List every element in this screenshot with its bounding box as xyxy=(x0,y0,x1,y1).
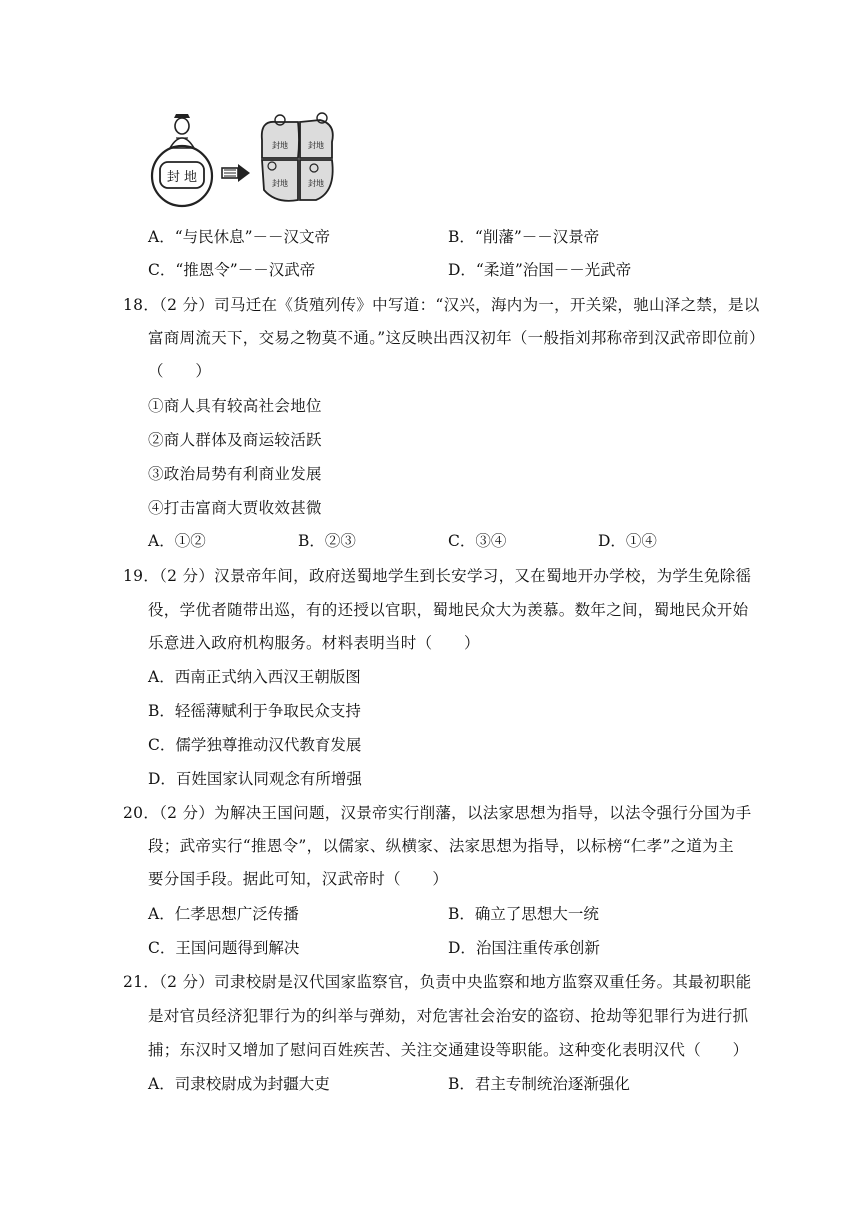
q18-item-4: ④打击富商大贾收效甚微 xyxy=(148,499,322,517)
q20-option-d: D．治国注重传承创新 xyxy=(448,939,600,957)
left-ruler-figure xyxy=(170,114,194,148)
q19-stem-line-3: 乐意进入政府机构服务。材料表明当时（ ） xyxy=(148,634,480,652)
q20-stem-line-2: 段；武帝实行“推恩令”，以儒家、纵横家、法家思想为指导，以标榜“仁孝”之道为主 xyxy=(148,837,734,855)
arrow-icon xyxy=(222,164,250,182)
q21-option-a: A．司隶校尉成为封疆大吏 xyxy=(148,1075,330,1093)
q17-option-c: C．“推恩令”－－汉武帝 xyxy=(148,261,316,279)
q18-option-c: C．③④ xyxy=(448,532,507,550)
q19-stem-line-1: 19．（2 分）汉景帝年间，政府送蜀地学生到长安学习，又在蜀地开办学校，为学生免除徭 xyxy=(123,567,752,585)
q21-option-b: B．君主专制统治逐渐强化 xyxy=(448,1075,630,1093)
q19-option-a: A．西南正式纳入西汉王朝版图 xyxy=(148,668,361,686)
q21-stem-line-3: 捕；东汉时又增加了慰问百姓疾苦、关注交通建设等职能。这种变化表明汉代（ ） xyxy=(148,1041,749,1059)
q18-stem-line-2: 富商周流天下，交易之物莫不通。”这反映出西汉初年（一般指刘邦称帝到汉武帝即位前） xyxy=(148,329,765,347)
q18-option-b: B．②③ xyxy=(298,532,356,550)
fief-label-1: 封地 xyxy=(272,141,288,150)
q20-option-a: A．仁孝思想广泛传播 xyxy=(148,905,299,923)
fief-division-illustration xyxy=(150,110,340,210)
q18-option-d: D．①④ xyxy=(598,532,657,550)
q20-stem-line-3: 要分国手段。据此可知，汉武帝时（ ） xyxy=(148,870,449,888)
q18-item-2: ②商人群体及商运较活跃 xyxy=(148,431,322,449)
q19-stem-line-2: 役，学优者随带出巡，有的还授以官职，蜀地民众大为羡慕。数年之间，蜀地民众开始 xyxy=(148,601,749,619)
q21-stem-line-1: 21．（2 分）司隶校尉是汉代国家监察官，负责中央监察和地方监察双重任务。其最初职能 xyxy=(123,973,752,991)
left-fief-label: 封 地 xyxy=(166,170,198,185)
q17-option-b: B．“削藩”－－汉景帝 xyxy=(448,228,600,246)
q18-stem-line-3: （ ） xyxy=(148,362,212,380)
right-divided-fiefs xyxy=(262,113,333,201)
fief-label-2: 封地 xyxy=(308,141,324,150)
q17-option-d: D．“柔道”治国－－光武帝 xyxy=(448,261,632,279)
q18-item-3: ③政治局势有利商业发展 xyxy=(148,465,322,483)
fief-label-3: 封地 xyxy=(272,179,288,188)
q18-stem-line-1: 18．（2 分）司马迁在《货殖列传》中写道：“汉兴，海内为一，开关梁，驰山泽之禁，是以 xyxy=(123,296,760,314)
q20-option-c: C．王国问题得到解决 xyxy=(148,939,300,957)
q19-option-b: B．轻徭薄赋利于争取民众支持 xyxy=(148,702,361,720)
q18-item-1: ①商人具有较高社会地位 xyxy=(148,397,322,415)
q17-option-a: A．“与民休息”－－汉文帝 xyxy=(148,228,331,246)
q20-stem-line-1: 20．（2 分）为解决王国问题，汉景帝实行削藩，以法家思想为指导，以法令强行分国为手 xyxy=(123,804,752,822)
q19-option-c: C．儒学独尊推动汉代教育发展 xyxy=(148,736,362,754)
q20-option-b: B．确立了思想大一统 xyxy=(448,905,599,923)
q21-stem-line-2: 是对官员经济犯罪行为的纠举与弹劾，对危害社会治安的盗窃、抢劫等犯罪行为进行抓 xyxy=(148,1007,749,1025)
q18-option-a: A．①② xyxy=(148,532,206,550)
q19-option-d: D．百姓国家认同观念有所增强 xyxy=(148,770,362,788)
fief-division-figure xyxy=(150,110,340,210)
fief-label-4: 封地 xyxy=(308,179,324,188)
